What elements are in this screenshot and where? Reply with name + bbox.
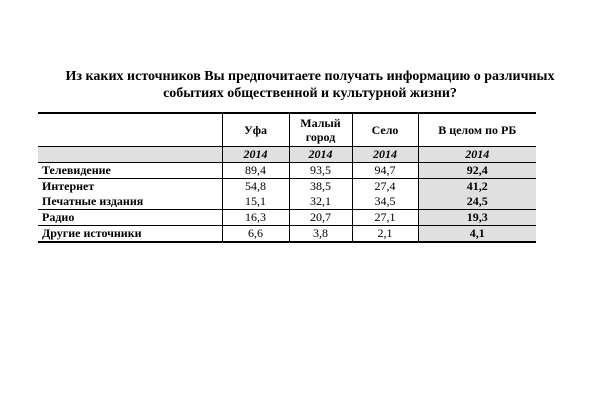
row-label: Печатные издания: [42, 194, 144, 208]
header-rb-total: В целом по РБ: [418, 113, 536, 147]
row-label: Другие источники: [38, 226, 222, 243]
cell-village: 94,7: [352, 163, 418, 179]
cell-ufa: 89,4: [222, 163, 289, 179]
cell-village: 27,4: [352, 179, 418, 195]
cell-rb-total: 41,2: [418, 179, 536, 195]
row-label: Интернет: [38, 179, 222, 195]
table-row: [38, 210, 536, 226]
table-row: [38, 163, 536, 179]
year-village: 2014: [352, 147, 418, 163]
cell-ufa: 54,8: [222, 179, 289, 195]
year-rb-total: 2014: [418, 147, 536, 163]
row-label: Радио: [38, 210, 222, 226]
table-title: [20, 68, 600, 102]
header-row: [38, 113, 536, 147]
header-ufa: Уфа: [222, 113, 289, 147]
title-line-1: Из каких источников Вы предпочитаете получать информацию о различных: [65, 69, 555, 84]
cell-small-town: 32,1: [289, 194, 352, 210]
year-stub: [38, 147, 222, 163]
title-line-2: событиях общественной и культурной жизни?: [163, 86, 457, 101]
cell-ufa: 15,1: [222, 194, 289, 210]
cell-rb-total: 4,1: [418, 226, 536, 243]
year-small-town: 2014: [289, 147, 352, 163]
header-small-town: [289, 113, 352, 147]
cell-rb-total: 92,4: [418, 163, 536, 179]
cell-village: 2,1: [352, 226, 418, 243]
cell-small-town: 3,8: [289, 226, 352, 243]
header-village: Село: [352, 113, 418, 147]
cell-village: 27,1: [352, 210, 418, 226]
cell-ufa: 6,6: [222, 226, 289, 243]
cell-small-town: 20,7: [289, 210, 352, 226]
year-row: [38, 147, 536, 163]
sources-table: [38, 112, 536, 243]
cell-small-town: 38,5: [289, 179, 352, 195]
table-row: [38, 194, 536, 210]
year-ufa: 2014: [222, 147, 289, 163]
header-small-town-label: Малый город: [300, 116, 341, 144]
header-stub: [38, 113, 222, 147]
row-label: Телевидение: [42, 163, 111, 177]
table-row: [38, 179, 536, 195]
cell-rb-total: 19,3: [418, 210, 536, 226]
table-row: [38, 226, 536, 243]
cell-small-town: 93,5: [289, 163, 352, 179]
cell-ufa: 16,3: [222, 210, 289, 226]
cell-rb-total: 24,5: [418, 194, 536, 210]
cell-village: 34,5: [352, 194, 418, 210]
